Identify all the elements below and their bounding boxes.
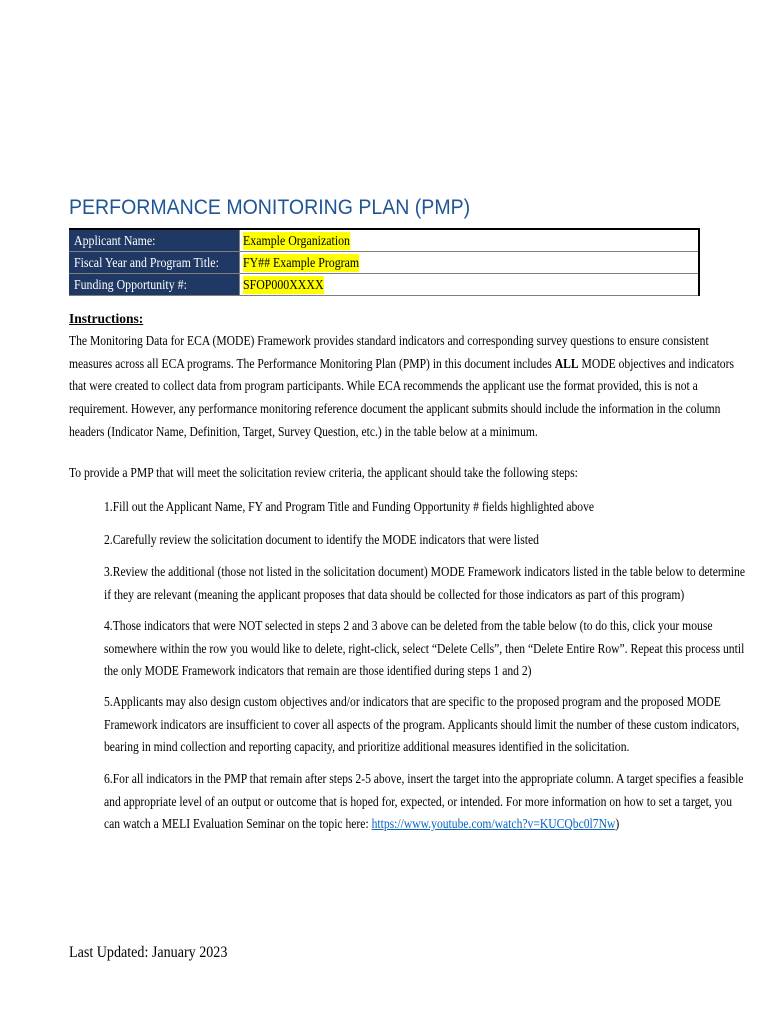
youtube-link[interactable]: https://www.youtube.com/watch?v=KUCQbc0l7Nw [371,816,616,832]
info-row-program-title [70,252,700,274]
step-6: 6.For all indicators in the PMP that remain after steps 2-5 above, insert the target into the appropriate column. A target specifies a feasible and appropriate level of an output or outcome that is hoped for, expected, or intended. For more information on how to set a target, you can watch a MELI Evaluation Seminar on the topic here: https://www.youtube.com/watch?v=KUCQbc0l7Nw) [104,771,744,832]
intro-line: The Monitoring Data for ECA (MODE) Framework provides standard indicators and corresponding survey questions to ensure consistent [69,333,709,348]
info-value[interactable]: Example Organization [239,229,699,252]
steps-intro: To provide a PMP that will meet the solicitation review criteria, the applicant should take the following steps: [69,465,578,480]
intro-line: requirement. However, any performance monitoring reference document the applicant submits should include the information in the column [69,401,721,417]
step-4: 4.Those indicators that were NOT selected in steps 2 and 3 above can be deleted from the table below (to do this, click your mouse somewhere within the row you would like to delete, right-click, select “Delete Cells”, then “Delete Entire Row”. Repeat this process until the only MODE Framework indicators that remain are those identified during steps 1 and 2) [104,618,745,679]
info-row-funding-opportunity [70,274,700,296]
info-label: Applicant Name: [70,229,240,252]
step-2: 2.Carefully review the solicitation document to identify the MODE indicators that were listed [104,532,539,547]
instructions-heading: Instructions: [69,311,144,326]
last-updated: Last Updated: January 2023 [69,944,228,961]
info-row-applicant-name [70,229,700,252]
intro-line: that were created to collect data from program participants. While ECA recommends the applicant use the format provided, this is not a [69,378,698,394]
info-value[interactable]: FY## Example Program [239,252,699,274]
step-5: 5.Applicants may also design custom objectives and/or indicators that are specific to the proposed program and the proposed MODE Framework indicators are insufficient to cover all aspects of the program. Applicants should limit the number of these custom indicators, bearing in mind collection and reporting capacity, and prioritize additional measures identified in the solicitation. [104,694,740,755]
info-value[interactable]: SFOP000XXXX [239,274,699,296]
intro-line: headers (Indicator Name, Definition, Target, Survey Question, etc.) in the table below at a minimum. [69,423,538,439]
instructions-intro [69,330,769,444]
step-3: 3.Review the additional (those not listed in the solicitation document) MODE Framework indicators listed in the table below to determine if they are relevant (meaning the applicant proposes that data should be collected for those indicators as part of this program) [104,564,745,602]
step-1: 1.Fill out the Applicant Name, FY and Program Title and Funding Opportunity # fields highlighted above [104,499,595,514]
page-title: PERFORMANCE MONITORING PLAN (PMP) [69,196,471,219]
info-label: Fiscal Year and Program Title: [70,252,240,274]
info-label: Funding Opportunity #: [70,274,240,296]
applicant-info-table [69,228,700,296]
intro-line: measures across all ECA programs. The Performance Monitoring Plan (PMP) in this document includes ALL MODE objectives and indicators [69,355,735,371]
